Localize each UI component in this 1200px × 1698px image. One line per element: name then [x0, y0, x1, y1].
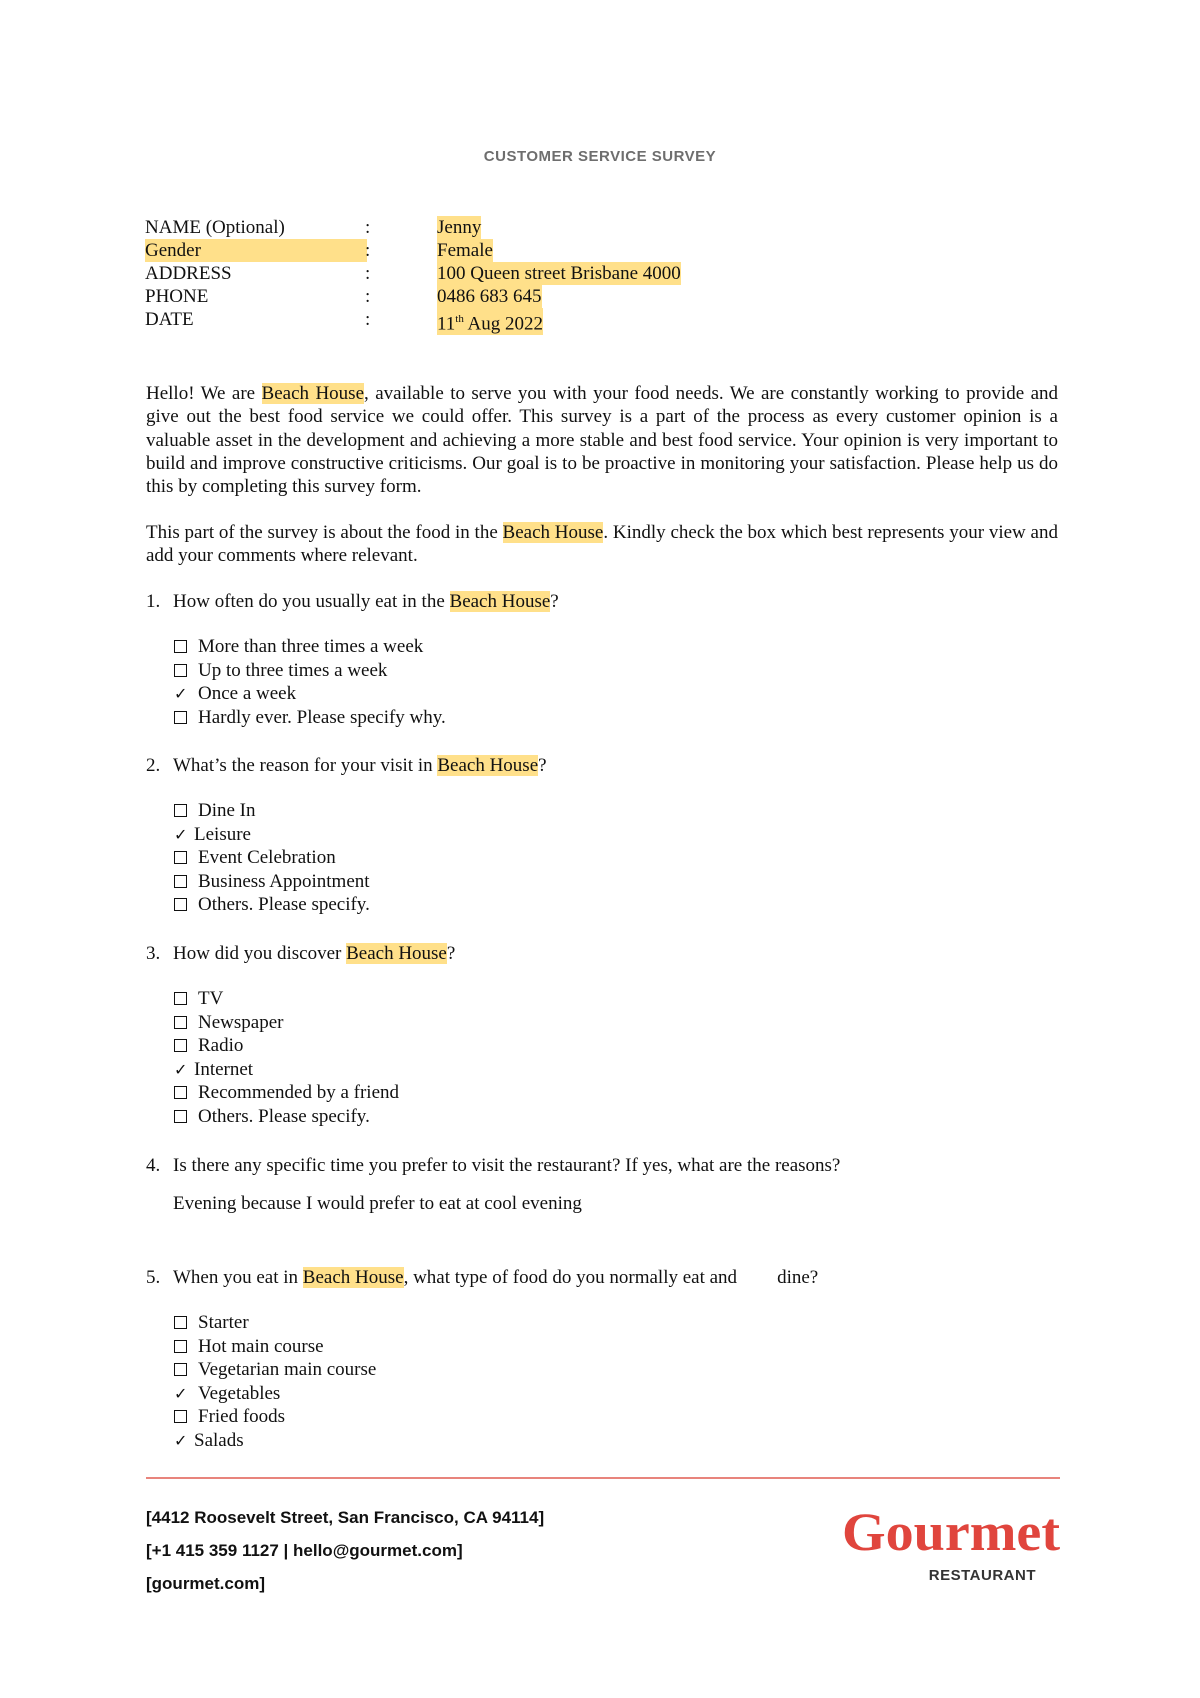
info-value — [437, 308, 543, 335]
question-text: How did you discover — [173, 943, 347, 964]
checkbox-icon[interactable] — [174, 1086, 187, 1099]
option-item[interactable] — [174, 823, 370, 847]
question-text: How often do you usually eat in the — [173, 591, 450, 612]
logo-wordmark: Gourmet — [842, 1502, 1061, 1562]
option-item[interactable] — [174, 1034, 399, 1058]
intro-text: Hello! We are — [146, 383, 262, 404]
info-label: ADDRESS — [145, 263, 232, 284]
option-label: Business Appointment — [198, 870, 370, 892]
checkmark-icon[interactable]: ✓ — [174, 1059, 188, 1079]
question-2-options — [174, 799, 370, 917]
option-label: TV — [198, 988, 224, 1009]
info-colon: : — [365, 286, 371, 307]
option-item[interactable] — [174, 635, 446, 659]
question-1-options — [174, 635, 446, 729]
option-item[interactable] — [174, 893, 370, 917]
question-text: When you eat in — [173, 1267, 303, 1288]
question-text: dine? — [777, 1267, 819, 1288]
option-item[interactable] — [174, 659, 446, 683]
option-item[interactable] — [174, 1058, 399, 1082]
option-label: Recommended by a friend — [198, 1082, 400, 1104]
question-number: 3. — [146, 943, 161, 964]
question-text: ? — [446, 943, 456, 964]
checkbox-icon[interactable] — [174, 875, 187, 888]
checkmark-icon[interactable]: ✓ — [174, 1430, 188, 1450]
question-text: Is there any specific time you prefer to visit the restaurant? If yes, what are the reasons? — [173, 1155, 841, 1176]
checkbox-icon[interactable] — [174, 640, 187, 653]
question-3-options — [174, 987, 399, 1129]
checkbox-icon[interactable] — [174, 711, 187, 724]
option-label: Hardly ever. Please specify why. — [198, 706, 446, 728]
option-label: Others. Please specify. — [198, 1105, 370, 1127]
question-5-options — [174, 1311, 376, 1453]
business-name: Beach House — [261, 383, 365, 404]
info-colon: : — [365, 240, 371, 261]
option-label: Newspaper — [198, 1011, 284, 1033]
option-label: Dine In — [198, 800, 256, 821]
option-item[interactable] — [174, 987, 399, 1011]
business-name: Beach House — [346, 943, 447, 964]
option-item[interactable] — [174, 870, 370, 894]
option-label: Vegetarian main course — [198, 1359, 377, 1381]
question-1 — [146, 590, 559, 613]
option-label: Once a week — [198, 683, 297, 705]
checkbox-icon[interactable] — [174, 1016, 187, 1029]
info-value: 100 Queen street Brisbane 4000 — [437, 263, 681, 284]
footer-website[interactable]: [gourmet.com] — [146, 1574, 265, 1593]
question-5 — [146, 1266, 818, 1289]
date-day: 11 — [437, 313, 456, 335]
info-colon: : — [365, 309, 371, 330]
option-label: Event Celebration — [198, 847, 336, 869]
date-rest: Aug 2022 — [463, 313, 544, 335]
question-number: 1. — [146, 591, 161, 612]
checkmark-icon[interactable]: ✓ — [174, 1383, 188, 1403]
option-label: More than three times a week — [198, 636, 424, 657]
question-2 — [146, 754, 547, 777]
business-name: Beach House — [302, 1267, 404, 1288]
checkbox-icon[interactable] — [174, 851, 187, 864]
business-name: Beach House — [502, 522, 604, 543]
checkmark-icon[interactable]: ✓ — [174, 684, 188, 704]
option-label: Vegetables — [198, 1382, 281, 1404]
question-text: ? — [550, 591, 559, 612]
option-item[interactable] — [174, 1382, 376, 1406]
gourmet-logo — [840, 1500, 1062, 1590]
question-4 — [146, 1154, 840, 1177]
info-label: PHONE — [145, 286, 209, 307]
question-text: What’s the reason for your visit in — [173, 755, 438, 776]
option-item[interactable] — [174, 682, 446, 706]
question-3 — [146, 942, 455, 965]
option-label: Salads — [194, 1429, 244, 1451]
option-item[interactable] — [174, 1081, 399, 1105]
option-item[interactable] — [174, 846, 370, 870]
checkbox-icon[interactable] — [174, 804, 187, 817]
info-value: 0486 683 645 — [437, 286, 542, 307]
question-number: 4. — [146, 1155, 161, 1176]
checkbox-icon[interactable] — [174, 664, 187, 677]
option-item[interactable] — [174, 1429, 376, 1453]
option-item[interactable] — [174, 1335, 376, 1359]
logo-subtitle: RESTAURANT — [928, 1567, 1036, 1584]
instructions-text: . Kindly check the box which best represents your view and add your comments where relevant. — [146, 522, 1058, 567]
business-name: Beach House — [437, 755, 539, 776]
option-label: Starter — [198, 1312, 249, 1333]
checkbox-icon[interactable] — [174, 1340, 187, 1353]
option-item[interactable] — [174, 706, 446, 730]
option-label: Radio — [198, 1035, 244, 1057]
checkbox-icon[interactable] — [174, 1039, 187, 1052]
question-text: ? — [538, 755, 547, 776]
instructions-text: This part of the survey is about the food in the — [146, 522, 503, 543]
checkbox-icon[interactable] — [174, 1316, 187, 1329]
question-number: 5. — [146, 1267, 161, 1288]
date-suffix: th — [455, 313, 464, 325]
option-label: Leisure — [194, 823, 251, 845]
info-colon: : — [365, 263, 371, 284]
intro-text: , available to serve you with your food needs. We are constantly working to provide and give out the best food service we could offer. This survey is a part of the process as every customer opinion is a valuable asset in the development and achieving a more stable and best food service. Your opinion is very important to build and improve constructive criticisms. Our goal is to be proactive in monitoring your satisfaction. Please help us do this by completing this survey form. — [146, 383, 1059, 498]
option-item[interactable] — [174, 1311, 376, 1335]
footer-divider — [146, 1477, 1060, 1479]
instructions-paragraph — [146, 521, 1058, 568]
checkbox-icon[interactable] — [174, 898, 187, 911]
checkbox-icon[interactable] — [174, 1410, 187, 1423]
option-item[interactable] — [174, 1405, 376, 1429]
checkbox-icon[interactable] — [174, 992, 187, 1005]
info-value: Female — [437, 240, 493, 261]
checkbox-icon[interactable] — [174, 1110, 187, 1123]
option-item[interactable] — [174, 799, 370, 823]
footer-contact[interactable]: [+1 415 359 1127 | hello@gourmet.com] — [146, 1541, 463, 1560]
checkmark-icon[interactable]: ✓ — [174, 824, 188, 844]
intro-paragraph — [146, 382, 1058, 498]
option-label: Internet — [194, 1058, 254, 1080]
question-number: 2. — [146, 755, 161, 776]
info-label: NAME (Optional) — [145, 217, 285, 238]
info-label: Gender — [145, 239, 367, 262]
option-label: Up to three times a week — [198, 659, 388, 681]
option-item[interactable] — [174, 1358, 376, 1382]
footer-address: [4412 Roosevelt Street, San Francisco, CA 94114] — [146, 1508, 545, 1527]
option-label: Fried foods — [198, 1406, 286, 1428]
info-value: Jenny — [437, 217, 482, 238]
info-label: DATE — [145, 309, 194, 330]
business-name: Beach House — [449, 591, 551, 612]
info-colon: : — [365, 217, 371, 238]
option-label: Others. Please specify. — [198, 894, 370, 916]
question-text: , what type of food do you normally eat and — [403, 1267, 738, 1288]
checkbox-icon[interactable] — [174, 1363, 187, 1376]
question-4-answer[interactable]: Evening because I would prefer to eat at cool evening — [173, 1193, 582, 1214]
option-label: Hot main course — [198, 1335, 324, 1357]
option-item[interactable] — [174, 1105, 399, 1129]
option-item[interactable] — [174, 1011, 399, 1035]
page-title: CUSTOMER SERVICE SURVEY — [483, 148, 717, 165]
